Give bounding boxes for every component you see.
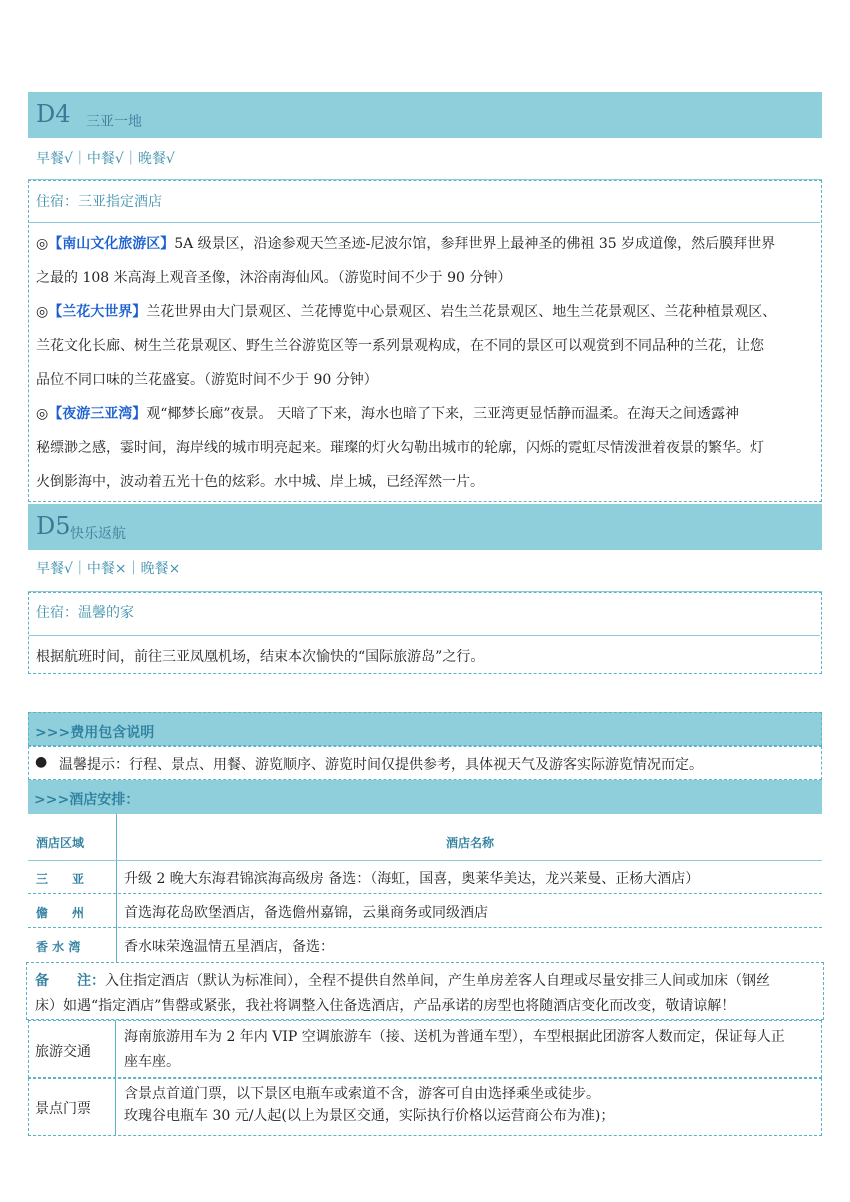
spot-line: 秘缥渺之感，霎时间，海岸线的城市明亮起来。璀璨的灯火勾勒出城市的轮廓，闪烁的霓虹尽情泼泄着夜景的繁华。灯 [36,440,764,456]
fees-header [28,712,822,746]
day4-details-box [28,180,822,502]
fees-tip: 温馨提示：行程、景点、用餐、游览顺序、游览时间仅提供参考，具体视天气及游客实际游览情况而定。 [59,757,703,773]
row-area: 香 水 湾 [36,940,81,954]
note-label: 备 注： [35,973,105,989]
tickets-row [28,1078,822,1136]
day4-hotel: 住宿：三亚指定酒店 [36,194,162,210]
day4-number: D4 [36,100,71,128]
fees-tip-row [28,746,822,780]
spot-line: 品位不同口味的兰花盛宴。（游览时间不少于 90 分钟） [36,372,378,388]
spot-line: 兰花文化长廊、树生兰花景观区、野生兰谷游览区等一系列景观构成，在不同的景区可以观赏到不同品种的兰花，让您 [36,338,764,354]
spot-mark: ◎ [36,406,49,422]
column-divider [115,1021,116,1077]
day5-title: 快乐返航 [70,526,126,542]
spot-line: 5A 级景区，沿途参观天竺圣迹-尼波尔馆，参拜世界上最神圣的佛祖 35 岁成道像，然后膜拜世界 [174,236,776,252]
transport-line: 座车座。 [124,1054,180,1070]
column-divider [115,1079,116,1135]
spot-mark: ◎ [36,304,49,320]
day5-meals-row [28,550,822,592]
transport-row [28,1020,822,1078]
day4-meals: 早餐√｜中餐√｜晚餐√ [36,151,175,167]
spot-mark: ◎ [36,236,49,252]
day5-header [28,504,822,550]
day5-number: D5 [36,512,71,540]
divider [29,635,820,636]
spot-line: 火倒影海中，波动着五光十色的炫彩。水中城、岸上城，已经浑然一片。 [36,474,484,490]
spot-line: 观“椰梦长廊”夜景。 天暗了下来，海水也暗了下来，三亚湾更显恬静而温柔。在海天之间透露神 [146,406,739,422]
col-name-header: 酒店名称 [446,836,495,850]
col-area-header: 酒店区域 [36,836,85,850]
tickets-line: 玫瑰谷电瓶车 30 元/人起(以上为景区交通，实际执行价格以运营商公布为准)； [124,1108,615,1124]
day4-title: 三亚一地 [86,114,142,130]
hotels-title: >>>酒店安排： [34,792,140,808]
spot-name: 【兰花大世界】 [48,304,147,320]
row-hotel: 首选海花岛欧堡酒店，备选儋州嘉锦，云巢商务或同级酒店 [124,905,488,921]
day4-meals-row [28,138,822,180]
day5-hotel: 住宿：温馨的家 [36,605,134,621]
transport-line: 海南旅游用车为 2 年内 VIP 空调旅游车（接、送机为普通车型），车型根据此团游客人数而定，保证每人正 [124,1029,785,1045]
day4-header [28,92,822,138]
spot-line: 之最的 108 米高海上观音圣像，沐浴南海仙风。（游览时间不少于 90 分钟） [36,270,512,286]
divider [29,222,820,223]
bullet-icon: ● [35,754,48,770]
day5-description: 根据航班时间，前往三亚凤凰机场，结束本次愉快的“国际旅游岛”之行。 [36,649,485,665]
note-line: 床）如遇“指定酒店”售罄或紧张，我社将调整入住备选酒店，产品承诺的房型也将随酒店变化而改变，敬请谅解！ [35,998,736,1014]
hotel-note [26,962,824,1020]
row-area: 儋 州 [36,906,85,920]
table-row [28,860,822,894]
tickets-label: 景点门票 [35,1101,91,1117]
day5-details-box [28,592,822,674]
row-hotel: 香水味荣逸温情五星酒店，备选： [124,939,334,955]
spot-line: 兰花世界由大门景观区、兰花博览中心景观区、岩生兰花景观区、地生兰花景观区、兰花种植景观区、 [146,304,777,320]
hotels-header [28,780,822,814]
spot-nanshan [36,227,816,499]
row-area: 三 亚 [36,872,85,886]
fees-title: >>>费用包含说明 [35,725,155,741]
spot-name: 【夜游三亚湾】 [48,406,147,422]
table-row [28,928,822,962]
table-row [28,894,822,928]
day5-meals: 早餐√｜中餐×｜晚餐× [36,561,181,577]
tickets-line: 含景点首道门票，以下景区电瓶车或索道不含，游客可自由选择乘坐或徒步。 [124,1086,600,1102]
transport-label: 旅游交通 [35,1044,91,1060]
spot-name: 【南山文化旅游区】 [48,236,175,252]
row-hotel: 升级 2 晚大东海君锦滨海高级房 备选：（海虹，国喜，奥莱华美达，龙兴莱曼、正杨大酒店） [124,871,700,887]
note-line: 入住指定酒店（默认为标准间），全程不提供自然单间，产生单房差客人自理或尽量安排三人间或加床（钢丝 [105,973,770,989]
